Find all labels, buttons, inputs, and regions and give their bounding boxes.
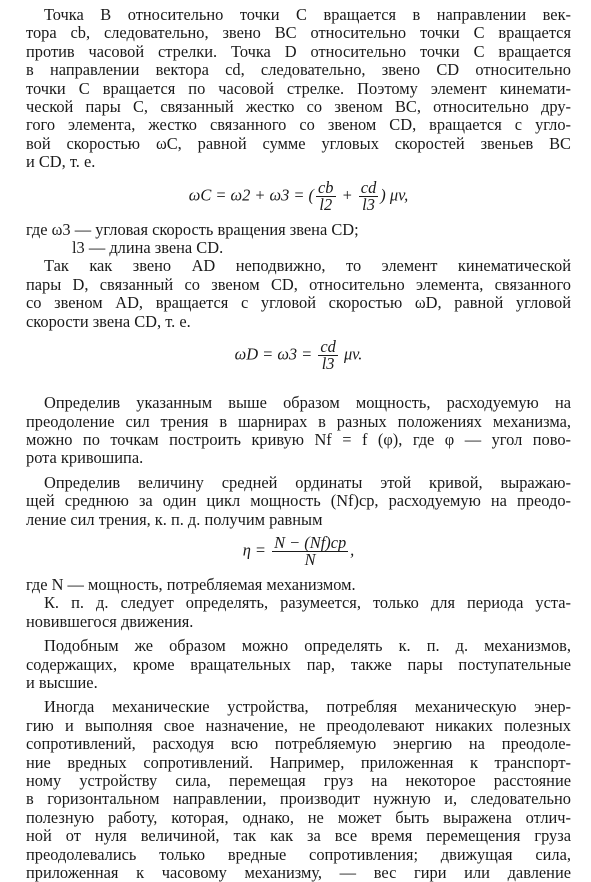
text-line: Определив указанным выше образом мощность, расходуемую на	[44, 393, 571, 413]
formula-rhs: μv.	[343, 344, 363, 364]
fraction-numerator: N − (Nf)ср	[274, 532, 347, 552]
text-line: Определив величину средней ординаты этой кривой, выражаю-	[44, 472, 571, 492]
fraction-denominator: l3	[362, 194, 375, 214]
text-line: Так как звено AD неподвижно, то элемент кинематической	[44, 256, 571, 276]
paragraph-mean-ordinate	[26, 474, 571, 529]
text-line: против часовой стрелки. Точка D относительно точки C вращается	[26, 41, 571, 61]
text-line: l3 — длина звена CD.	[72, 238, 224, 258]
text-line: полезную работу, которая, однако, не может быть выражена отлич-	[26, 807, 571, 827]
text-line: Подобным же образом можно определять к. п. д. механизмов,	[44, 636, 571, 656]
paragraph-steady-state	[26, 594, 571, 631]
fraction-numerator: cd	[360, 177, 377, 197]
text-line: вой скоростью ωC, равной сумме угловых скоростей звеньев BC	[26, 133, 571, 153]
text-line: преодолевались только вредные сопротивления; движущая сила,	[26, 844, 571, 864]
formula-lhs: ωD = ω3 =	[234, 344, 313, 364]
paragraph-other-pairs	[26, 637, 571, 692]
text-line: рота кривошипа.	[26, 448, 144, 468]
text-line: преодоление сил трения в шарнирах в разных положениях механизма,	[26, 411, 571, 431]
text-line: в горизонтальном направлении, производит нужную и, следовательно	[26, 789, 571, 809]
text-line: можно по точкам построить кривую Nf = f (φ), где φ — угол пово-	[26, 429, 571, 449]
fraction-numerator: cd	[320, 337, 336, 357]
formula-plus: +	[341, 184, 353, 204]
fraction	[316, 177, 335, 214]
text-line: где ω3 — угловая скорость вращения звена CD;	[26, 219, 359, 239]
fraction-denominator: l3	[321, 354, 335, 374]
text-line: Точка B относительно точки C вращается в направлении век-	[44, 5, 571, 24]
fraction	[318, 339, 337, 372]
formula-rhs: ) μv,	[380, 184, 409, 204]
text-line: сопротивлений, расходуя всю потребляемую энергию на преодоле-	[26, 734, 571, 754]
text-line: и CD, т. е.	[26, 152, 96, 172]
text-line: ному устройству сила, перемещая груз на некоторое расстояние	[26, 771, 571, 790]
formula-lhs: ωC = ω2 + ω3 = (	[188, 184, 315, 204]
text-line: ческой пары C, связанный жестко со звеном BC, относительно дру-	[26, 97, 571, 117]
fraction-denominator: l2	[319, 194, 333, 214]
text-line: в направлении вектора cd, следовательно, звено CD относительно	[26, 60, 571, 80]
paragraph-harmful-resistance	[26, 698, 571, 882]
text-line: новившегося движения.	[26, 611, 194, 631]
fraction-numerator: cb	[318, 177, 334, 197]
text-line: тора cb, следовательно, звено BC относительно точки C вращается	[26, 23, 571, 43]
text-line: точки C вращается по часовой стрелке. Поэтому элемент кинемати-	[26, 78, 571, 98]
text-line: со звеном AD, вращается с угловой скоростью ωD, равной угловой	[26, 293, 571, 313]
text-line: К. п. д. следует определять, разумеется, только для периода уста-	[44, 593, 571, 613]
fraction	[272, 532, 348, 569]
formula-efficiency	[26, 532, 571, 569]
formula-rhs: ,	[350, 540, 355, 560]
text-line: ной от нуля величиной, так как за все время перемещения груза	[26, 826, 571, 846]
paragraph-definitions	[26, 221, 571, 258]
text-line: и высшие.	[26, 672, 98, 692]
text-line: ление сил трения, к. п. д. получим равным	[26, 509, 323, 529]
text-line: гию и выполняя свое назначение, не преодолевают никаких полезных	[26, 715, 571, 735]
formula-lhs: η =	[242, 540, 266, 560]
paragraph-rotation-links	[26, 6, 571, 172]
text-line: щей среднюю за один цикл мощность (Nf)ср, расходуемую на преодо-	[26, 491, 571, 511]
text-line: Иногда механические устройства, потребляя механическую энер-	[44, 697, 571, 717]
text-line: где N — мощность, потребляемая механизмом.	[26, 574, 356, 594]
formula-omega-d	[26, 339, 571, 372]
text-line: ние вредных сопротивлений. Например, приложенная к транспорт-	[26, 752, 571, 772]
text-line: содержащих, кроме вращательных пар, также пары поступательные	[26, 654, 571, 674]
text-line: приложенная к часовому механизму, — вес гири или давление	[26, 863, 571, 882]
formula-omega-c	[26, 177, 571, 214]
paragraph-power-curve	[26, 394, 571, 468]
paragraph-power-definition	[26, 576, 571, 594]
fraction	[359, 177, 378, 214]
text-line: пары D, связанный со звеном CD, относительно элемента, связанного	[26, 274, 571, 294]
paragraph-fixed-link	[26, 257, 571, 331]
fraction-denominator: N	[304, 549, 316, 569]
text-line: гого элемента, жестко связанного со звеном CD, вращается с угло-	[26, 115, 571, 135]
text-line: скорости звена CD, т. е.	[26, 311, 191, 331]
